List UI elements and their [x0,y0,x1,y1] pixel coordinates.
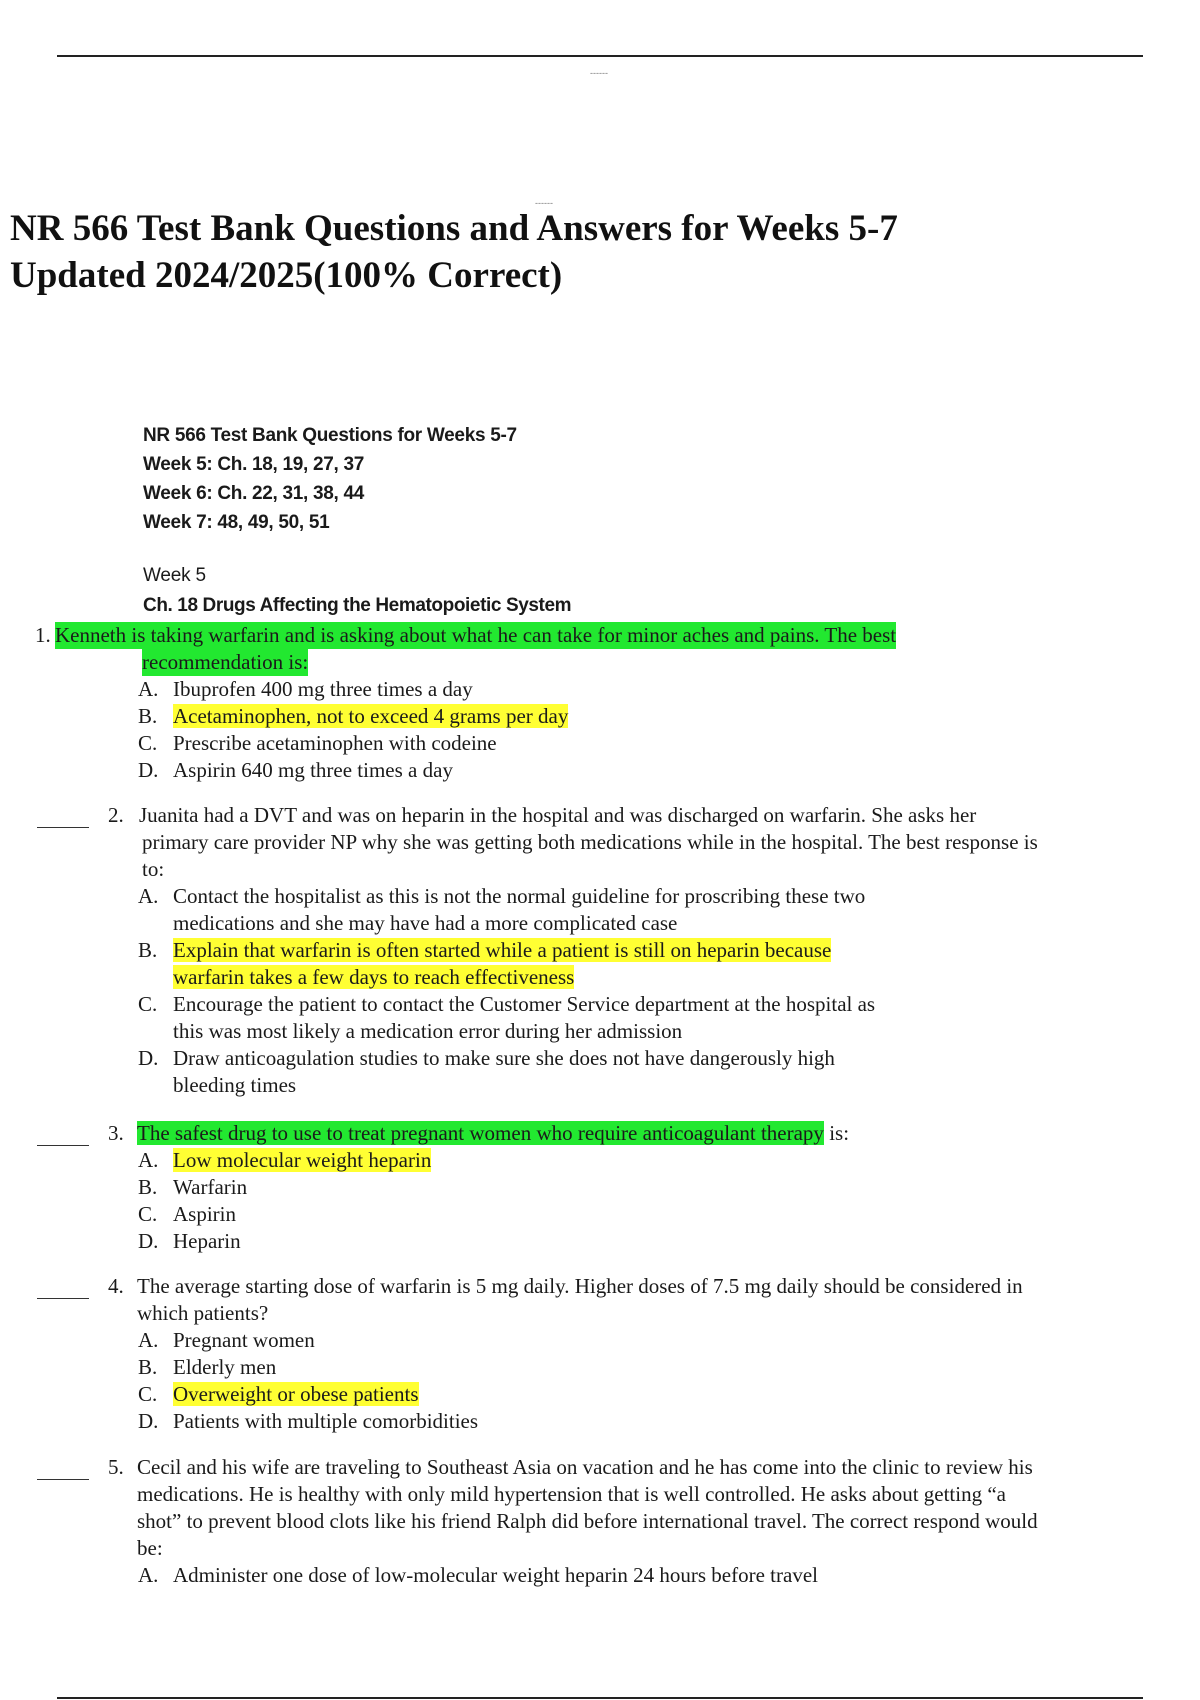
option-text: Administer one dose of low-molecular weight heparin 24 hours before travel [173,1563,818,1587]
option-letter: D. [138,1046,159,1070]
option-text [173,1381,893,1408]
option-letter: A. [138,677,159,701]
option-letter: D. [138,1229,159,1253]
top-rule [57,55,1143,57]
option-text: Aspirin 640 mg three times a day [173,758,453,782]
option-text [173,1147,893,1174]
question-number: 3. [108,1121,124,1145]
question-highlight: The safest drug to use to treat pregnant women who require anticoagulant therapy [137,1121,824,1145]
title-line-2: Updated 2024/2025(100% Correct) [10,255,563,296]
option-letter: A. [138,1148,159,1172]
option-text [173,937,893,991]
option-text: Encourage the patient to contact the Customer Service department at the hospital as this was most likely a medication error during her admission [173,992,876,1043]
correct-answer-highlight: Acetaminophen, not to exceed 4 grams per day [173,704,569,728]
section-week: Week 5 [143,565,206,586]
option-text: Warfarin [173,1175,248,1199]
question-stem: The average starting dose of warfarin is 5 mg daily. Higher doses of 7.5 mg daily should be considered in which patients? [137,1274,1023,1325]
option-text: Aspirin [173,1202,236,1226]
option-text: Prescribe acetaminophen with codeine [173,731,497,755]
question-stem [137,1120,849,1147]
answer-blank [37,1145,89,1146]
header-mark: ------ [590,68,608,78]
option-text: Pregnant women [173,1328,315,1352]
bottom-rule [57,1697,1143,1699]
question-stem: Juanita had a DVT and was on heparin in the hospital and was discharged on warfarin. She asks her primary care provider NP why she was getting both medications while in the hospital. The best response is to: [139,803,1038,881]
question-number: 2. [108,803,124,827]
question-number: 5. [108,1455,124,1479]
option-letter: C. [138,992,158,1016]
question-stem: Kenneth is taking warfarin and is asking about what he can take for minor aches and pains. The best [55,623,897,647]
option-letter: A. [138,1563,159,1587]
option-text: Contact the hospitalist as this is not the normal guideline for proscribing these two medications and she may have had a more complicated case [173,884,866,935]
option-letter: B. [138,1355,158,1379]
option-letter: C. [138,1382,158,1406]
correct-answer-highlight: Overweight or obese patients [173,1382,419,1406]
option-letter: A. [138,1328,159,1352]
correct-answer-highlight: warfarin takes a few days to reach effectiveness [173,965,575,989]
document-title [10,205,1160,299]
answer-blank [37,827,89,828]
question-number: 1. [35,623,51,647]
option-letter: C. [138,1202,158,1226]
correct-answer-highlight: Low molecular weight heparin [173,1148,432,1172]
option-text: Patients with multiple comorbidities [173,1409,479,1433]
question-stem-rest: is: [823,1121,850,1145]
answer-blank [37,1479,89,1480]
option-letter: A. [138,884,159,908]
option-text [173,703,568,730]
option-letter: B. [138,938,158,962]
overview-week7: Week 7: 48, 49, 50, 51 [143,512,330,533]
option-letter: B. [138,704,158,728]
option-text: Ibuprofen 400 mg three times a day [173,677,473,701]
option-text: Draw anticoagulation studies to make sure she does not have dangerously high bleeding times [173,1046,835,1097]
option-letter: C. [138,731,158,755]
overview-heading: NR 566 Test Bank Questions for Weeks 5-7 [143,425,517,446]
option-letter: D. [138,758,159,782]
question-stem: Cecil and his wife are traveling to Southeast Asia on vacation and he has come into the clinic to review his medications. He is healthy with only mild hypertension that is well controlled. He asks about getting “a shot” to prevent blood clots like his friend Ralph did before international travel. The correct respond would be: [137,1455,1038,1560]
overview-week6: Week 6: Ch. 22, 31, 38, 44 [143,483,365,504]
option-text: Heparin [173,1229,241,1253]
option-letter: B. [138,1175,158,1199]
title-line-1: NR 566 Test Bank Questions and Answers for Weeks 5-7 [10,208,898,249]
title-mark: ------ [535,198,553,208]
correct-answer-highlight: Explain that warfarin is often started while a patient is still on heparin because [173,938,832,962]
option-letter: D. [138,1409,159,1433]
section-chapter: Ch. 18 Drugs Affecting the Hematopoietic System [143,595,572,616]
overview-week5: Week 5: Ch. 18, 19, 27, 37 [143,454,365,475]
answer-blank [37,1298,89,1299]
question-number: 4. [108,1274,124,1298]
option-text: Elderly men [173,1355,277,1379]
week-overview [143,421,517,537]
question-stem-cont: recommendation is: [142,650,309,674]
